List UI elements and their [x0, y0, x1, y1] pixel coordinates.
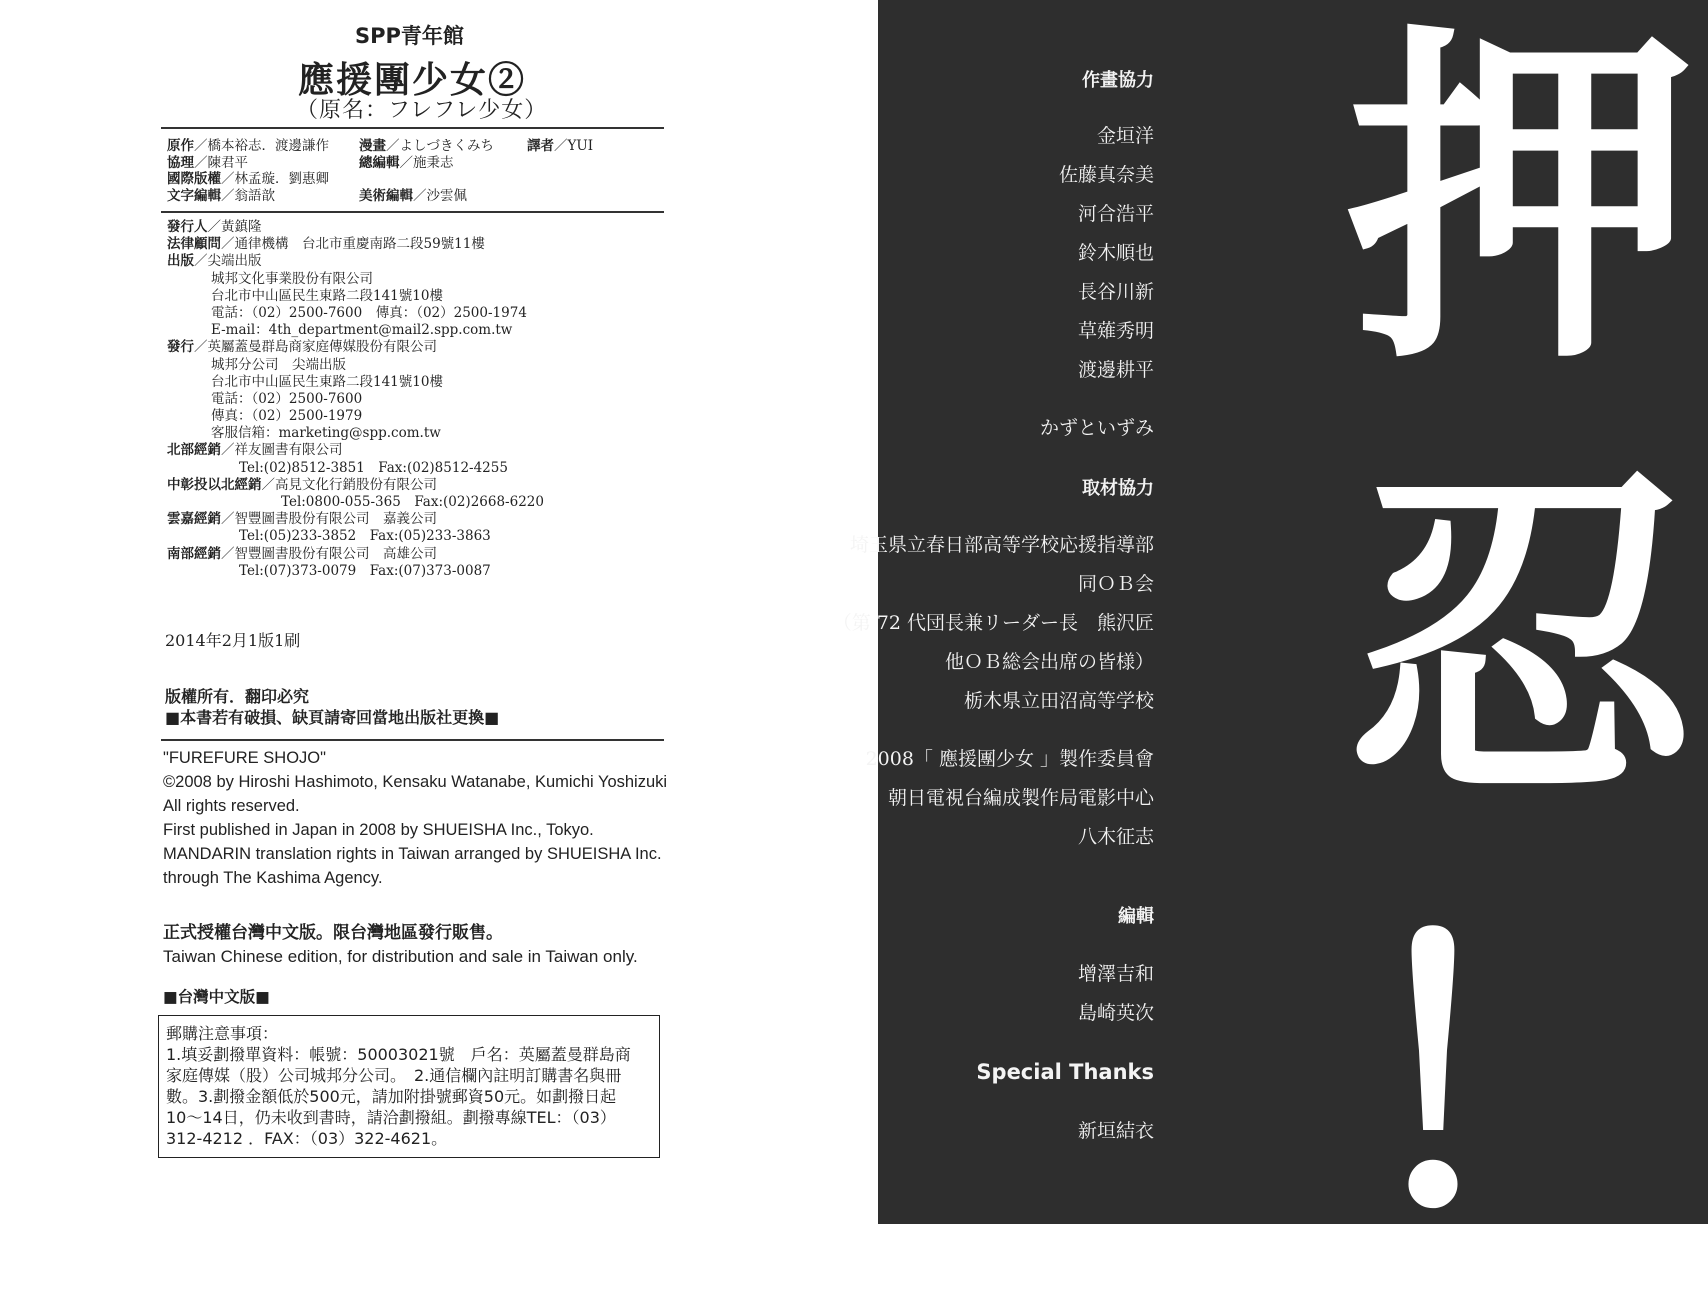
art-assist-heading: 作畫協力 — [1082, 70, 1154, 91]
editor-heading: 編輯 — [1118, 906, 1154, 927]
english-copyright — [163, 746, 667, 890]
title-char: ！ — [1346, 874, 1696, 1286]
editor-name: 增澤吉和 — [1077, 963, 1154, 985]
credit-art-editor: 美術編輯／沙雲佩 — [359, 188, 467, 204]
postal-line: 家庭傳媒（股）公司城邦分公司。 2.通信欄內註明訂購書名與冊 — [166, 1066, 622, 1085]
publisher-line: 發行人／黃鎮隆 — [167, 219, 262, 235]
taiwan-edition-label: ■台灣中文版■ — [163, 988, 270, 1006]
special-thanks-heading: Special Thanks — [976, 1060, 1154, 1084]
publisher-line: Tel:0800-055-365 Fax:(02)2668-6220 — [281, 494, 544, 510]
publisher-line: 中彰投以北經銷／高見文化行銷股份有限公司 — [167, 476, 437, 493]
publisher-line: 台北市中山區民生東路二段141號10樓 — [211, 373, 443, 390]
editor-name: 島崎英次 — [1077, 1002, 1154, 1024]
colophon-page — [0, 0, 878, 1224]
publisher-line: Tel:(05)233-3852 Fax:(05)233-3863 — [239, 528, 491, 545]
publisher-block — [167, 219, 544, 580]
thanks-name: 新垣結衣 — [1077, 1120, 1154, 1142]
credit-name: 鈴木順也 — [1077, 242, 1154, 264]
postal-line: 10～14日，仍未收到書時，請洽劃撥組。劃撥專線TEL：（03） — [166, 1108, 616, 1127]
publisher-line: 發行／英屬蓋曼群島商家庭傳媒股份有限公司 — [167, 339, 437, 356]
publisher-line: 客服信箱：marketing@spp.com.tw — [211, 425, 441, 442]
print-date: 2014年2月1版1刷 — [165, 631, 301, 650]
publisher-line: 出版／尖端出版 — [167, 253, 262, 270]
postal-line: 312-4212 ．FAX：（03）322-4621。 — [166, 1129, 448, 1148]
eng-line: through The Kashima Agency. — [163, 869, 383, 887]
eng-line: First published in Japan in 2008 by SHUEISHA Inc., Tokyo. — [163, 821, 594, 839]
publisher-line: 台北市中山區民生東路二段141號10樓 — [211, 287, 443, 304]
postal-line: 數。3.劃撥金額低於500元，請加附掛號郵資50元。如劃撥日起 — [166, 1087, 617, 1106]
coverage-line: 同ＯＢ会 — [1077, 573, 1154, 595]
credits-page — [832, 0, 1708, 1286]
postal-line: 郵購注意事項： — [166, 1024, 279, 1043]
book-title: 應援團少女② — [298, 59, 527, 101]
coverage-line: 八木征志 — [1077, 826, 1154, 848]
credit-name: 長谷川新 — [1077, 281, 1154, 303]
credit-name: 佐藤真奈美 — [1058, 164, 1154, 186]
taiwan-authorization — [163, 921, 638, 969]
vertical-title — [1346, 0, 1696, 1300]
publisher-line: 電話：（02）2500-7600 傳真：（02）2500-1974 — [211, 304, 527, 321]
coverage-line: 栃木県立田沼高等学校 — [963, 690, 1154, 712]
coverage-heading: 取材協力 — [1082, 478, 1154, 499]
coverage-line: 他ＯＢ総会出席の皆様） — [944, 651, 1154, 673]
credit-name: 草薙秀明 — [1077, 320, 1154, 342]
publisher-line: 北部經銷／祥友圖書有限公司 — [167, 442, 343, 459]
credit-assist: 協理／陳君平 — [167, 155, 248, 171]
postal-notice — [166, 1023, 666, 1149]
divider — [161, 739, 664, 741]
publisher-line: 傳真：（02）2500-1979 — [211, 408, 363, 425]
eng-line: MANDARIN translation rights in Taiwan arranged by SHUEISHA Inc. — [163, 845, 662, 863]
eng-line: "FUREFURE SHOJO" — [163, 749, 326, 767]
coverage-line: 朝日電視台編成製作局電影中心 — [887, 787, 1154, 809]
original-title: （原名：フレフレ少女） — [296, 98, 548, 123]
tw-auth-zh: 正式授權台灣中文版。限台灣地區發行販售。 — [163, 923, 503, 943]
rights-line-1: 版權所有．翻印必究 — [165, 687, 310, 706]
publisher-line: 電話：（02）2500-7600 — [211, 390, 363, 407]
eng-line: All rights reserved. — [163, 797, 300, 815]
credit-name: 金垣洋 — [1096, 125, 1154, 147]
publisher-line: 城邦分公司 尖端出版 — [211, 356, 346, 373]
publisher-line: 城邦文化事業股份有限公司 — [211, 270, 373, 287]
credit-translator: 譯者／YUI — [527, 138, 594, 154]
coverage-line: 2008「 應援團少女 」製作委員會 — [865, 748, 1154, 770]
publisher-line: 南部經銷／智豐圖書股份有限公司 高雄公司 — [167, 545, 437, 562]
rights-line-2: ■本書若有破損、缺頁請寄回當地出版社更換■ — [165, 708, 500, 727]
coverage-line: 埼玉県立春日部高等学校応援指導部 — [849, 534, 1154, 556]
credit-intl: 國際版權／林孟璇．劉惠卿 — [167, 171, 329, 187]
divider — [161, 127, 664, 129]
tw-auth-en: Taiwan Chinese edition, for distribution and sale in Taiwan only. — [163, 947, 638, 966]
rights-notice — [165, 686, 499, 728]
credit-name: かずといずみ — [1039, 417, 1154, 439]
title-char: 忍 — [1346, 434, 1696, 846]
credit-manga: 漫畫／よしづきくみち — [359, 138, 494, 154]
coverage-line: （第 72 代団長兼リーダー長 熊沢匠 — [832, 612, 1154, 634]
credit-chief-editor: 總編輯／施秉志 — [359, 155, 454, 171]
credit-author: 原作／橋本裕志．渡邊謙作 — [167, 138, 329, 154]
publisher-line: 雲嘉經銷／智豐圖書股份有限公司 嘉義公司 — [167, 511, 437, 528]
credit-text-editor: 文字編輯／翁語歆 — [167, 188, 275, 204]
postal-line: 1.填妥劃撥單資料：帳號：50003021號 戶名：英屬蓋曼群島商 — [166, 1045, 631, 1064]
credit-name: 河合浩平 — [1077, 203, 1154, 225]
eng-line: ©2008 by Hiroshi Hashimoto, Kensaku Watanabe, Kumichi Yoshizuki — [163, 773, 668, 791]
publisher-line: E-mail：4th_department@mail2.spp.com.tw — [211, 322, 513, 339]
series-name: SPP青年館 — [355, 24, 464, 48]
divider — [161, 211, 664, 213]
publisher-line: 法律顧問／通律機構 台北市重慶南路二段59號11樓 — [167, 236, 485, 253]
title-char: 押 — [1346, 0, 1696, 406]
publisher-line: Tel:(02)8512-3851 Fax:(02)8512-4255 — [239, 459, 508, 476]
publisher-line: Tel:(07)373-0079 Fax:(07)373-0087 — [239, 562, 491, 579]
credit-name: 渡邊耕平 — [1077, 359, 1154, 381]
